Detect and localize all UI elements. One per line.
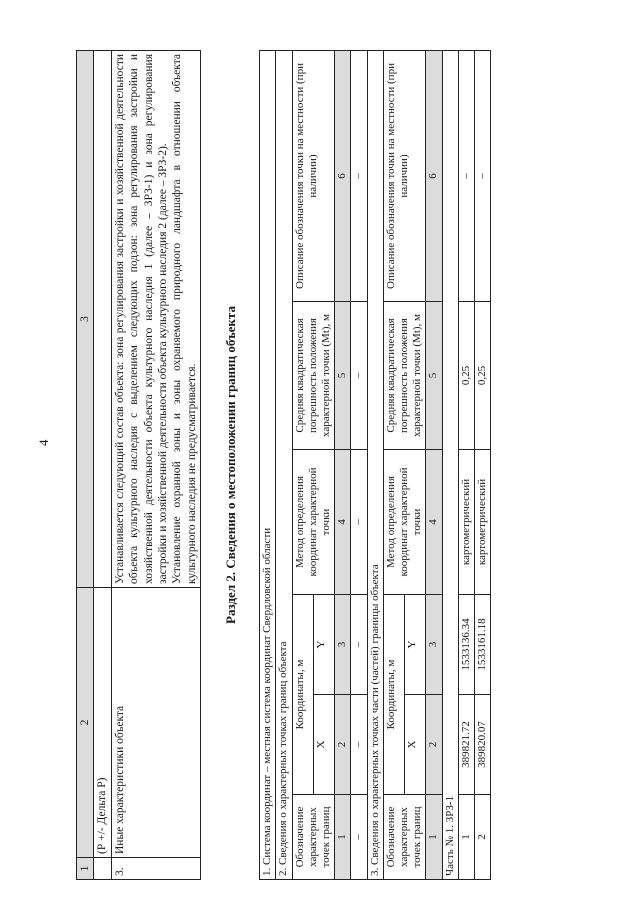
characteristics-header-row: [77, 51, 94, 880]
col-method: Метод определения координат характерной точки: [383, 450, 426, 595]
section-title: Раздел 2. Сведения о местоположении границ объекта: [223, 306, 238, 624]
boundary-coordinates-table: [259, 50, 491, 880]
dash-cell: –: [351, 595, 367, 695]
header-cell: 1: [77, 858, 94, 880]
object-characteristics-table: [76, 50, 201, 880]
col-x: X: [313, 695, 334, 795]
table-row: [458, 51, 474, 880]
col-coordinates: Координаты, м: [383, 595, 404, 795]
accuracy-note-row: [94, 51, 111, 880]
col-description: Описание обозначения точки на местности (при наличии): [292, 51, 335, 302]
column-number: 6: [335, 51, 351, 302]
method: картометрический: [474, 450, 490, 595]
col-x: X: [405, 695, 426, 795]
column-number: 6: [426, 51, 442, 302]
error: 0,25: [474, 302, 490, 450]
characteristic-paragraph: Установление охранной зоны и зоны охраняемого природного ландшафта в отношении объекта культурного наследия не предусматривается.: [171, 54, 198, 584]
column-number: 5: [426, 302, 442, 450]
col-designation: Обозначение характерных точек границ: [292, 795, 335, 880]
coordinate-system-row: [260, 51, 276, 880]
column-number: 4: [426, 450, 442, 595]
part2-header-row: [292, 51, 313, 880]
dash-cell: –: [351, 51, 367, 302]
table-row: [474, 51, 490, 880]
column-number: 4: [335, 450, 351, 595]
page-number: 4: [36, 439, 51, 446]
coordinate-system: 1. Система координат – местная система координат Свердловской области: [260, 51, 276, 880]
empty-cell: [94, 51, 111, 588]
col-method: Метод определения координат характерной точки: [292, 450, 335, 595]
column-number: 3: [335, 595, 351, 695]
part2-dash-row: [351, 51, 367, 880]
part2-title: 2. Сведения о характерных точках границ объекта: [276, 51, 292, 880]
empty-cell: [94, 858, 111, 880]
characteristic-paragraph: Устанавливается следующий состав объекта: зона регулирования застройки и хозяйственной деятельности объекта культурного наследия с выделением следующих подзон: зона регулирования застройки и хозяйственной деятельности объекта культурного наследия 1 (далее – ЗРЗ-1) и зона регулирования застройки и хозяйственной деятельности объекта культурного наследия 2 (далее – ЗРЗ-2).: [113, 54, 169, 584]
characteristic-name: Иные характеристики объекта: [111, 588, 200, 858]
error: 0,25: [458, 302, 474, 450]
dash-cell: –: [351, 450, 367, 595]
row-number: 3.: [111, 858, 200, 880]
part3-numbers-row: [426, 51, 442, 880]
part-label-row: [442, 51, 458, 880]
part2-title-row: [276, 51, 292, 880]
characteristic-value: [111, 51, 200, 588]
coord-y: 1533136.34: [458, 595, 474, 695]
part-label: Часть № 1. ЗРЗ-1: [442, 51, 458, 880]
col-y: Y: [405, 595, 426, 695]
col-description: Описание обозначения точки на местности (при наличии): [383, 51, 426, 302]
header-cell: 3: [77, 51, 94, 588]
part3-title: 3. Сведения о характерных точках части (частей) границы объекта: [367, 51, 383, 880]
column-number: 2: [335, 695, 351, 795]
column-number: 3: [426, 595, 442, 695]
dash-cell: –: [351, 302, 367, 450]
part3-header-row: [383, 51, 404, 880]
col-designation: Обозначение характерных точек границ: [383, 795, 426, 880]
method: картометрический: [458, 450, 474, 595]
col-coordinates: Координаты, м: [292, 595, 313, 795]
column-number: 5: [335, 302, 351, 450]
description: –: [458, 51, 474, 302]
rotated-page-content: [70, 50, 610, 880]
coord-x: 389820.07: [474, 695, 490, 795]
part3-title-row: [367, 51, 383, 880]
dash-cell: –: [351, 795, 367, 880]
coord-x: 389821.72: [458, 695, 474, 795]
point-id: 2: [474, 795, 490, 880]
col-y: Y: [313, 595, 334, 695]
coord-y: 1533161.18: [474, 595, 490, 695]
part2-numbers-row: [335, 51, 351, 880]
col-error: Средняя квадратическая погрешность положения характерной точки (Mt), м: [292, 302, 335, 450]
column-number: 1: [426, 795, 442, 880]
column-number: 2: [426, 695, 442, 795]
description: –: [474, 51, 490, 302]
accuracy-note: (Р +/- Дельта Р): [94, 588, 111, 858]
header-cell: 2: [77, 588, 94, 858]
point-id: 1: [458, 795, 474, 880]
column-number: 1: [335, 795, 351, 880]
dash-cell: –: [351, 695, 367, 795]
other-characteristics-row: [111, 51, 200, 880]
col-error: Средняя квадратическая погрешность положения характерной точки (Mt), м: [383, 302, 426, 450]
